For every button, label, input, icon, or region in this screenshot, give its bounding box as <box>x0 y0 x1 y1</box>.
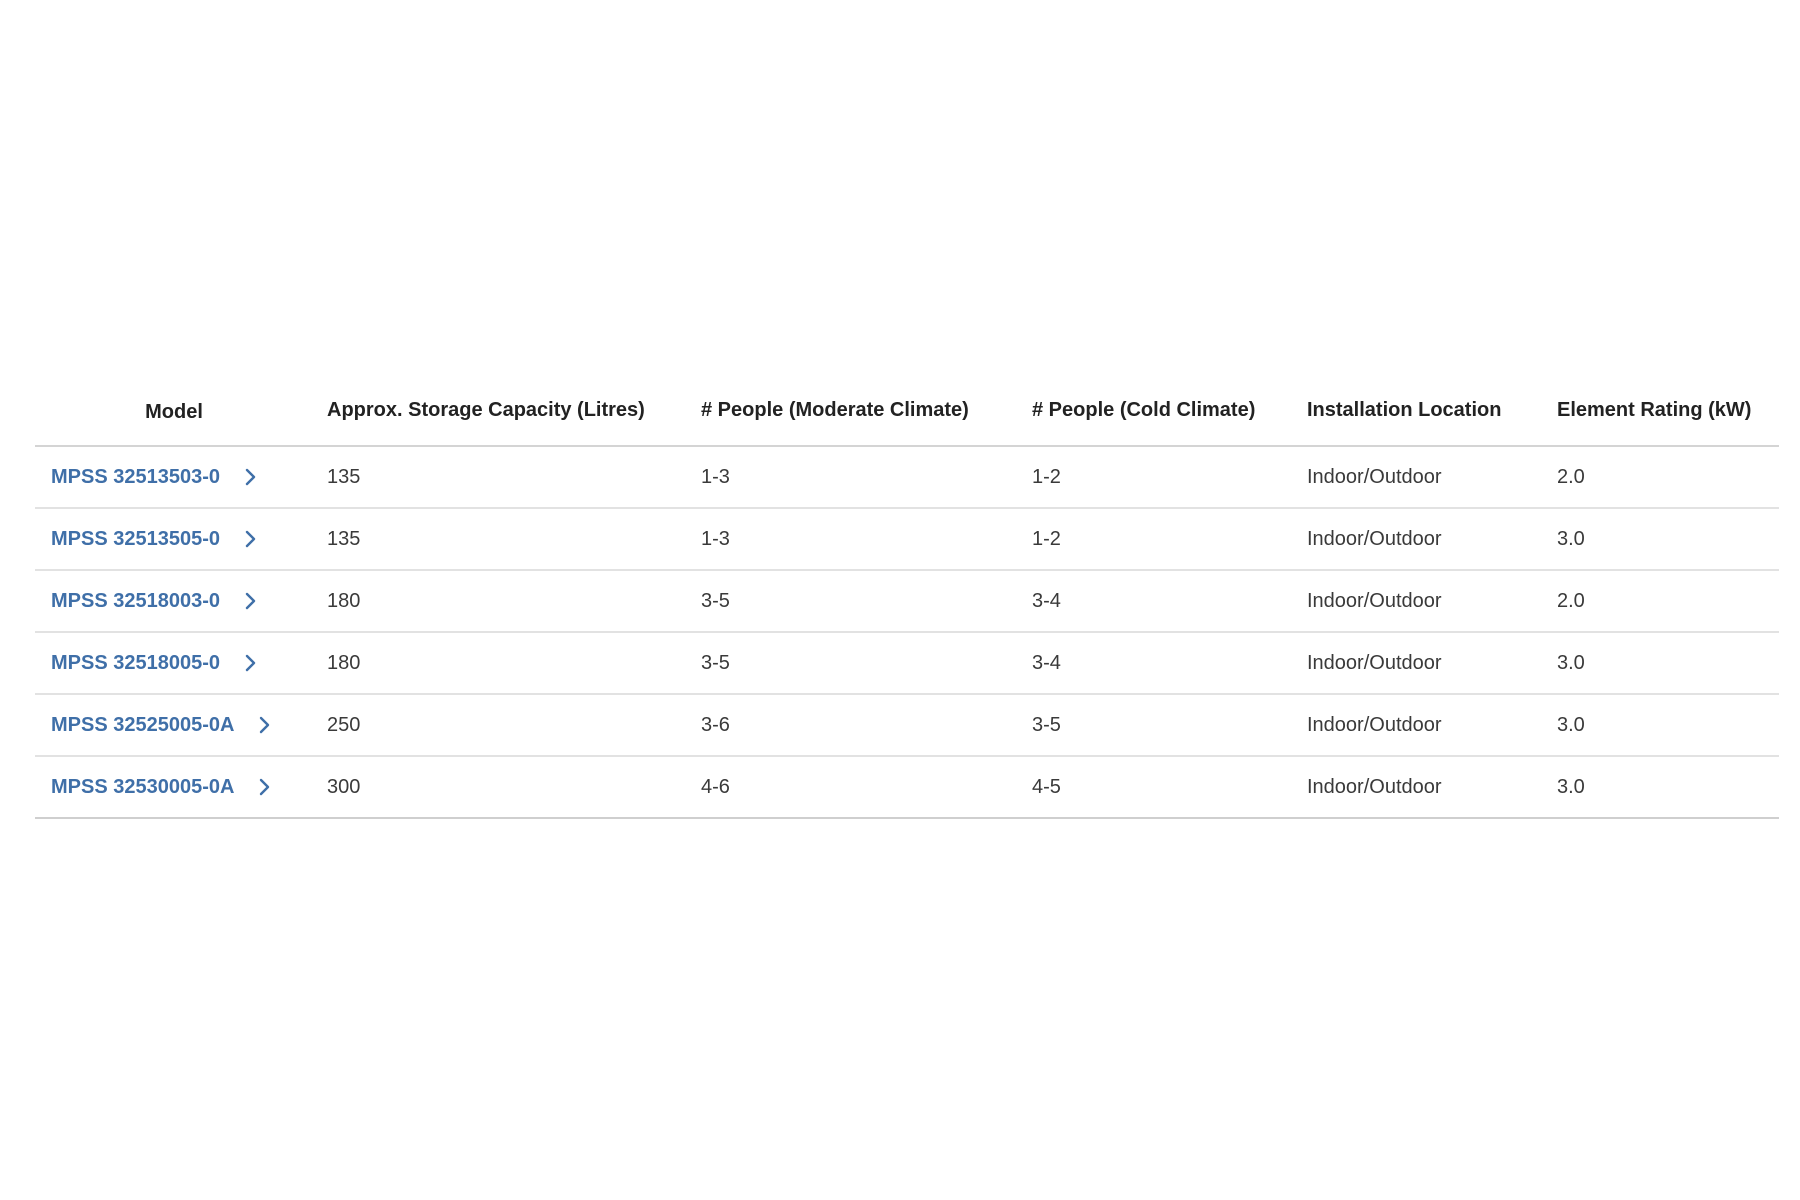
table-row <box>35 508 1779 570</box>
table-row <box>35 756 1779 818</box>
table-header-row <box>35 375 1779 446</box>
model-link[interactable] <box>51 776 270 799</box>
model-link[interactable] <box>51 528 256 551</box>
model-cell <box>35 570 313 632</box>
model-name: MPSS 32513505-0 <box>51 527 221 550</box>
installation-location-cell: Indoor/Outdoor <box>1293 694 1543 756</box>
product-comparison-table-container <box>35 375 1779 819</box>
table-row <box>35 446 1779 508</box>
model-cell <box>35 632 313 694</box>
chevron-right-icon <box>258 778 270 796</box>
installation-location-cell: Indoor/Outdoor <box>1293 756 1543 818</box>
people-moderate-cell: 3-5 <box>687 570 1018 632</box>
column-header-people-moderate: # People (Moderate Climate) <box>687 375 1018 446</box>
people-cold-cell: 3-4 <box>1018 570 1293 632</box>
table-row <box>35 694 1779 756</box>
element-rating-cell: 3.0 <box>1543 756 1779 818</box>
people-moderate-cell: 4-6 <box>687 756 1018 818</box>
chevron-right-icon <box>244 592 256 610</box>
installation-location-cell: Indoor/Outdoor <box>1293 508 1543 570</box>
capacity-cell: 250 <box>313 694 687 756</box>
model-name: MPSS 32525005-0A <box>51 713 235 736</box>
people-cold-cell: 1-2 <box>1018 446 1293 508</box>
model-cell <box>35 756 313 818</box>
installation-location-cell: Indoor/Outdoor <box>1293 632 1543 694</box>
model-link[interactable] <box>51 652 256 675</box>
model-name: MPSS 32518005-0 <box>51 651 221 674</box>
model-cell <box>35 694 313 756</box>
people-cold-cell: 4-5 <box>1018 756 1293 818</box>
column-header-element-rating: Element Rating (kW) <box>1543 375 1779 446</box>
column-header-installation-location: Installation Location <box>1293 375 1543 446</box>
model-link[interactable] <box>51 714 270 737</box>
people-moderate-cell: 3-5 <box>687 632 1018 694</box>
chevron-right-icon <box>244 530 256 548</box>
people-moderate-cell: 3-6 <box>687 694 1018 756</box>
people-moderate-cell: 1-3 <box>687 446 1018 508</box>
model-link[interactable] <box>51 466 256 489</box>
capacity-cell: 300 <box>313 756 687 818</box>
chevron-right-icon <box>244 468 256 486</box>
column-header-capacity: Approx. Storage Capacity (Litres) <box>313 375 687 446</box>
people-cold-cell: 1-2 <box>1018 508 1293 570</box>
column-header-people-cold: # People (Cold Climate) <box>1018 375 1293 446</box>
element-rating-cell: 2.0 <box>1543 446 1779 508</box>
table-body <box>35 446 1779 818</box>
installation-location-cell: Indoor/Outdoor <box>1293 570 1543 632</box>
table-row <box>35 632 1779 694</box>
installation-location-cell: Indoor/Outdoor <box>1293 446 1543 508</box>
model-name: MPSS 32513503-0 <box>51 465 221 488</box>
model-name: MPSS 32518003-0 <box>51 589 221 612</box>
column-header-model: Model <box>35 375 313 446</box>
model-cell <box>35 508 313 570</box>
chevron-right-icon <box>244 654 256 672</box>
model-cell <box>35 446 313 508</box>
capacity-cell: 135 <box>313 446 687 508</box>
element-rating-cell: 3.0 <box>1543 632 1779 694</box>
capacity-cell: 135 <box>313 508 687 570</box>
element-rating-cell: 2.0 <box>1543 570 1779 632</box>
people-cold-cell: 3-5 <box>1018 694 1293 756</box>
element-rating-cell: 3.0 <box>1543 694 1779 756</box>
capacity-cell: 180 <box>313 632 687 694</box>
people-moderate-cell: 1-3 <box>687 508 1018 570</box>
model-name: MPSS 32530005-0A <box>51 775 235 798</box>
model-link[interactable] <box>51 590 256 613</box>
table-row <box>35 570 1779 632</box>
capacity-cell: 180 <box>313 570 687 632</box>
element-rating-cell: 3.0 <box>1543 508 1779 570</box>
chevron-right-icon <box>258 716 270 734</box>
people-cold-cell: 3-4 <box>1018 632 1293 694</box>
product-comparison-table <box>35 375 1779 819</box>
